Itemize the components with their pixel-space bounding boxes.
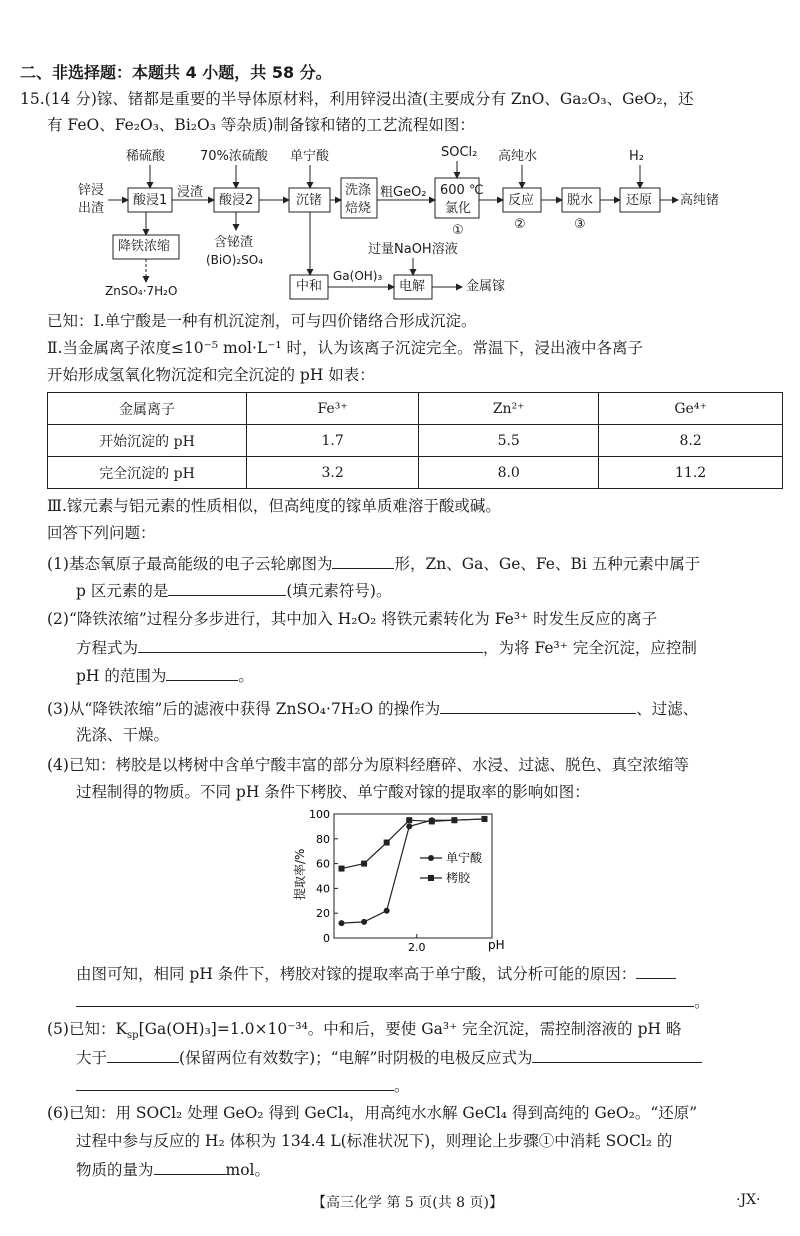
flow-step2: ② (514, 217, 526, 232)
part2-text-c: ，为将 Fe³⁺ 完全沉淀，应控制 (483, 639, 697, 657)
data-point (384, 840, 390, 846)
part6-line2: 过程中参与反应的 H₂ 体积为 134.4 L(标准状况下)，则理论上步骤①中消耗 SOCl₂ 的 (76, 1132, 673, 1150)
flow-box5-label1: 600 ℃ (440, 183, 484, 198)
chart-ylabel: 提取率/% (293, 848, 307, 900)
question-intro-line2: 有 FeO、Fe₂O₃、Bi₂O₃ 等杂质)制备镓和锗的工艺流程如图： (47, 116, 475, 134)
legend-marker (428, 875, 434, 881)
part5-line1 (47, 1018, 681, 1040)
flow-bi-residue-2: (BiO)₂SO₄ (206, 253, 264, 267)
answer-blank-5c[interactable] (76, 1074, 394, 1091)
y-tick-label: 60 (316, 857, 330, 871)
table-header: Fe³⁺ (247, 393, 419, 425)
flow-bi-residue-1: 含铋渣 (214, 235, 254, 250)
flow-box4-label1: 洗涤 (345, 183, 372, 198)
part5-text-b: [Ga(OH)₃]=1.0×10⁻³⁴。中和后，要使 Ga³⁺ 完全沉淀，需控制溶液的 pH 略 (138, 1020, 682, 1038)
flow-box-ele-label: 电解 (399, 279, 426, 294)
question-intro-line1: 15.(14 分)镓、锗都是重要的半导体原材料，利用锌浸出渣(主要成分有 ZnO、Ga₂O₃、GeO₂，还 (20, 90, 694, 108)
flow-mid1-label: 浸渣 (177, 185, 204, 200)
part5-text-e: 。 (394, 1077, 410, 1095)
answer-blank-6[interactable] (154, 1158, 226, 1175)
part3-line2: 洗涤、干燥。 (76, 726, 170, 744)
table-cell: 3.2 (247, 457, 419, 489)
answer-blank-5a[interactable] (107, 1046, 179, 1063)
part5-ksp-sub: sp (127, 1030, 139, 1042)
part5-line2 (76, 1046, 702, 1069)
legend-label: 单宁酸 (446, 851, 483, 865)
answer-blank-2b[interactable] (166, 664, 238, 681)
part1-text-b: 形，Zn、Ga、Ge、Fe、Bi 五种元素中属于 (394, 555, 701, 573)
flow-box3-label: 沉锗 (296, 193, 323, 208)
flow-h2-label: H₂ (629, 149, 644, 164)
part5-text-d: (保留两位有效数字)；“电解”时阴极的电极反应式为 (179, 1049, 533, 1067)
part1-line1 (47, 552, 700, 575)
table-cell: 11.2 (599, 457, 783, 489)
part4-line3 (76, 962, 676, 985)
flow-step1: ① (452, 223, 464, 238)
flow-box6-label: 反应 (508, 193, 535, 208)
data-point (451, 817, 457, 823)
table-cell: 5.5 (419, 425, 599, 457)
flow-gaoh3-label: Ga(OH)₃ (333, 269, 383, 283)
flow-crude-label: 粗GeO₂ (380, 185, 427, 200)
answer-blank-4b[interactable] (76, 990, 694, 1007)
part2-line2 (76, 636, 697, 659)
data-point (384, 908, 390, 914)
part2-line3 (76, 664, 254, 687)
footer-page-info: 【高三化学 第 5 页(共 8 页)】 (312, 1195, 503, 1211)
answer-blank-3[interactable] (440, 697, 636, 714)
part1-line2 (76, 579, 391, 602)
table-header: 金属离子 (48, 393, 247, 425)
part4-text-c: 由图可知，相同 pH 条件下，栲胶对镓的提取率高于单宁酸，试分析可能的原因： (76, 965, 637, 983)
data-point (481, 816, 487, 822)
part2-text-b: 方程式为 (76, 639, 139, 657)
table-cell: 1.7 (247, 425, 419, 457)
part5-line3 (76, 1074, 410, 1097)
part2-line1: (2)“降铁浓缩”过程分多步进行，其中加入 H₂O₂ 将铁元素转化为 Fe³⁺ 时发生反应的离子 (47, 610, 658, 628)
part4-line4 (76, 990, 710, 1013)
answer-blank-4a[interactable] (636, 962, 676, 979)
y-tick-label: 40 (316, 882, 330, 896)
flow-box-neu-label: 中和 (296, 279, 323, 294)
answer-blank-1b[interactable] (168, 579, 286, 596)
flow-start-2: 出渣 (78, 201, 105, 216)
section-title: 二、非选择题：本题共 4 小题，共 58 分。 (20, 63, 332, 82)
y-tick-label: 20 (316, 907, 330, 921)
flow-socl2-label: SOCl₂ (441, 145, 478, 160)
legend-marker (428, 855, 434, 861)
part1-text-c: p 区元素的是 (76, 582, 169, 600)
flow-water-label: 高纯水 (498, 149, 538, 164)
flow-znso4-label: ZnSO₄·7H₂O (105, 284, 178, 298)
data-point (406, 817, 412, 823)
flow-box2-label: 酸浸2 (219, 193, 254, 208)
table-cell: 8.0 (419, 457, 599, 489)
data-point (406, 823, 412, 829)
data-point (361, 919, 367, 925)
data-point (339, 920, 345, 926)
part6-text-c: 物质的量为 (76, 1161, 154, 1179)
flow-box8-label: 还原 (626, 193, 653, 208)
part6-line3 (76, 1158, 270, 1181)
ph-table (47, 392, 783, 489)
legend-label: 栲胶 (446, 871, 471, 885)
data-point (339, 866, 345, 872)
flow-box1-label: 酸浸1 (133, 193, 168, 208)
footer-code: ·JX· (736, 1192, 761, 1208)
flow-box7-label: 脱水 (567, 193, 594, 208)
part2-text-e: 。 (238, 667, 254, 685)
known-2b: 开始形成氢氧化物沉淀和完全沉淀的 pH 如表： (47, 366, 375, 384)
known-2a: Ⅱ.当金属离子浓度≤10⁻⁵ mol·L⁻¹ 时，认为该离子沉淀完全。常温下，浸出液中各离子 (47, 339, 644, 357)
known-3: Ⅲ.镓元素与铝元素的性质相似，但高纯度的镓单质难溶于酸或碱。 (47, 497, 501, 515)
answer-blank-5b[interactable] (532, 1046, 702, 1063)
answer-blank-2a[interactable] (138, 636, 483, 653)
table-cell: 8.2 (599, 425, 783, 457)
data-point (361, 861, 367, 867)
flow-tannin-label: 单宁酸 (290, 149, 330, 164)
data-point (429, 818, 435, 824)
table-row (48, 457, 783, 489)
part3-text-b: 、过滤、 (636, 700, 699, 718)
part5-text-a: (5)已知：K (47, 1020, 128, 1038)
part5-text-c: 大于 (76, 1049, 108, 1067)
part3-line1 (47, 697, 698, 720)
flow-product-ga: 金属镓 (466, 279, 506, 294)
y-tick-label: 100 (309, 808, 330, 821)
flow-naoh-label: 过量NaOH溶液 (368, 242, 458, 257)
table-header: Ge⁴⁺ (599, 393, 783, 425)
flow-box-fe-label: 降铁浓缩 (118, 239, 171, 254)
table-header-row (48, 393, 783, 425)
part4-line2: 过程制得的物质。不同 pH 条件下栲胶、单宁酸对镓的提取率的影响如图： (76, 783, 590, 801)
flow-acid2-label: 70%浓硫酸 (200, 149, 268, 164)
flow-product-ge: 高纯锗 (680, 193, 720, 208)
x-tick-label: 2.0 (408, 941, 426, 954)
flow-start-1: 锌浸 (78, 183, 105, 198)
part2-text-d: pH 的范围为 (76, 667, 167, 685)
table-header: Zn²⁺ (419, 393, 599, 425)
part4-line1: (4)已知：栲胶是以栲树中含单宁酸丰富的部分为原料经磨碎、水浸、过滤、脱色、真空浓缩等 (47, 756, 689, 774)
answer-blank-1a[interactable] (332, 552, 394, 569)
table-cell: 开始沉淀的 pH (48, 425, 247, 457)
flow-box5-label2: 氯化 (445, 201, 472, 216)
chart-xlabel: pH (488, 938, 505, 952)
part6-line1: (6)已知：用 SOCl₂ 处理 GeO₂ 得到 GeCl₄，用高纯水水解 GeCl₄ 得到高纯的 GeO₂。“还原” (47, 1104, 698, 1122)
known-1: 已知：Ⅰ.单宁酸是一种有机沉淀剂，可与四价锗络合形成沉淀。 (47, 312, 477, 330)
table-cell: 完全沉淀的 pH (48, 457, 247, 489)
part3-text-a: (3)从“降铁浓缩”后的滤液中获得 ZnSO₄·7H₂O 的操作为 (47, 700, 441, 718)
y-tick-label: 80 (316, 832, 330, 846)
flow-acid1-label: 稀硫酸 (126, 149, 166, 164)
extraction-rate-chart (282, 802, 512, 954)
part1-text-a: (1)基态氧原子最高能级的电子云轮廓图为 (47, 555, 333, 573)
process-flow-diagram (0, 138, 800, 306)
y-tick-label: 0 (323, 932, 330, 945)
answer-prompt: 回答下列问题： (47, 524, 156, 542)
part4-text-d: 。 (694, 993, 710, 1011)
flow-box4-label2: 焙烧 (345, 201, 372, 216)
flow-step3: ③ (574, 217, 586, 232)
part1-text-d: (填元素符号)。 (286, 582, 392, 600)
part6-text-d: mol。 (225, 1161, 271, 1179)
table-row (48, 425, 783, 457)
